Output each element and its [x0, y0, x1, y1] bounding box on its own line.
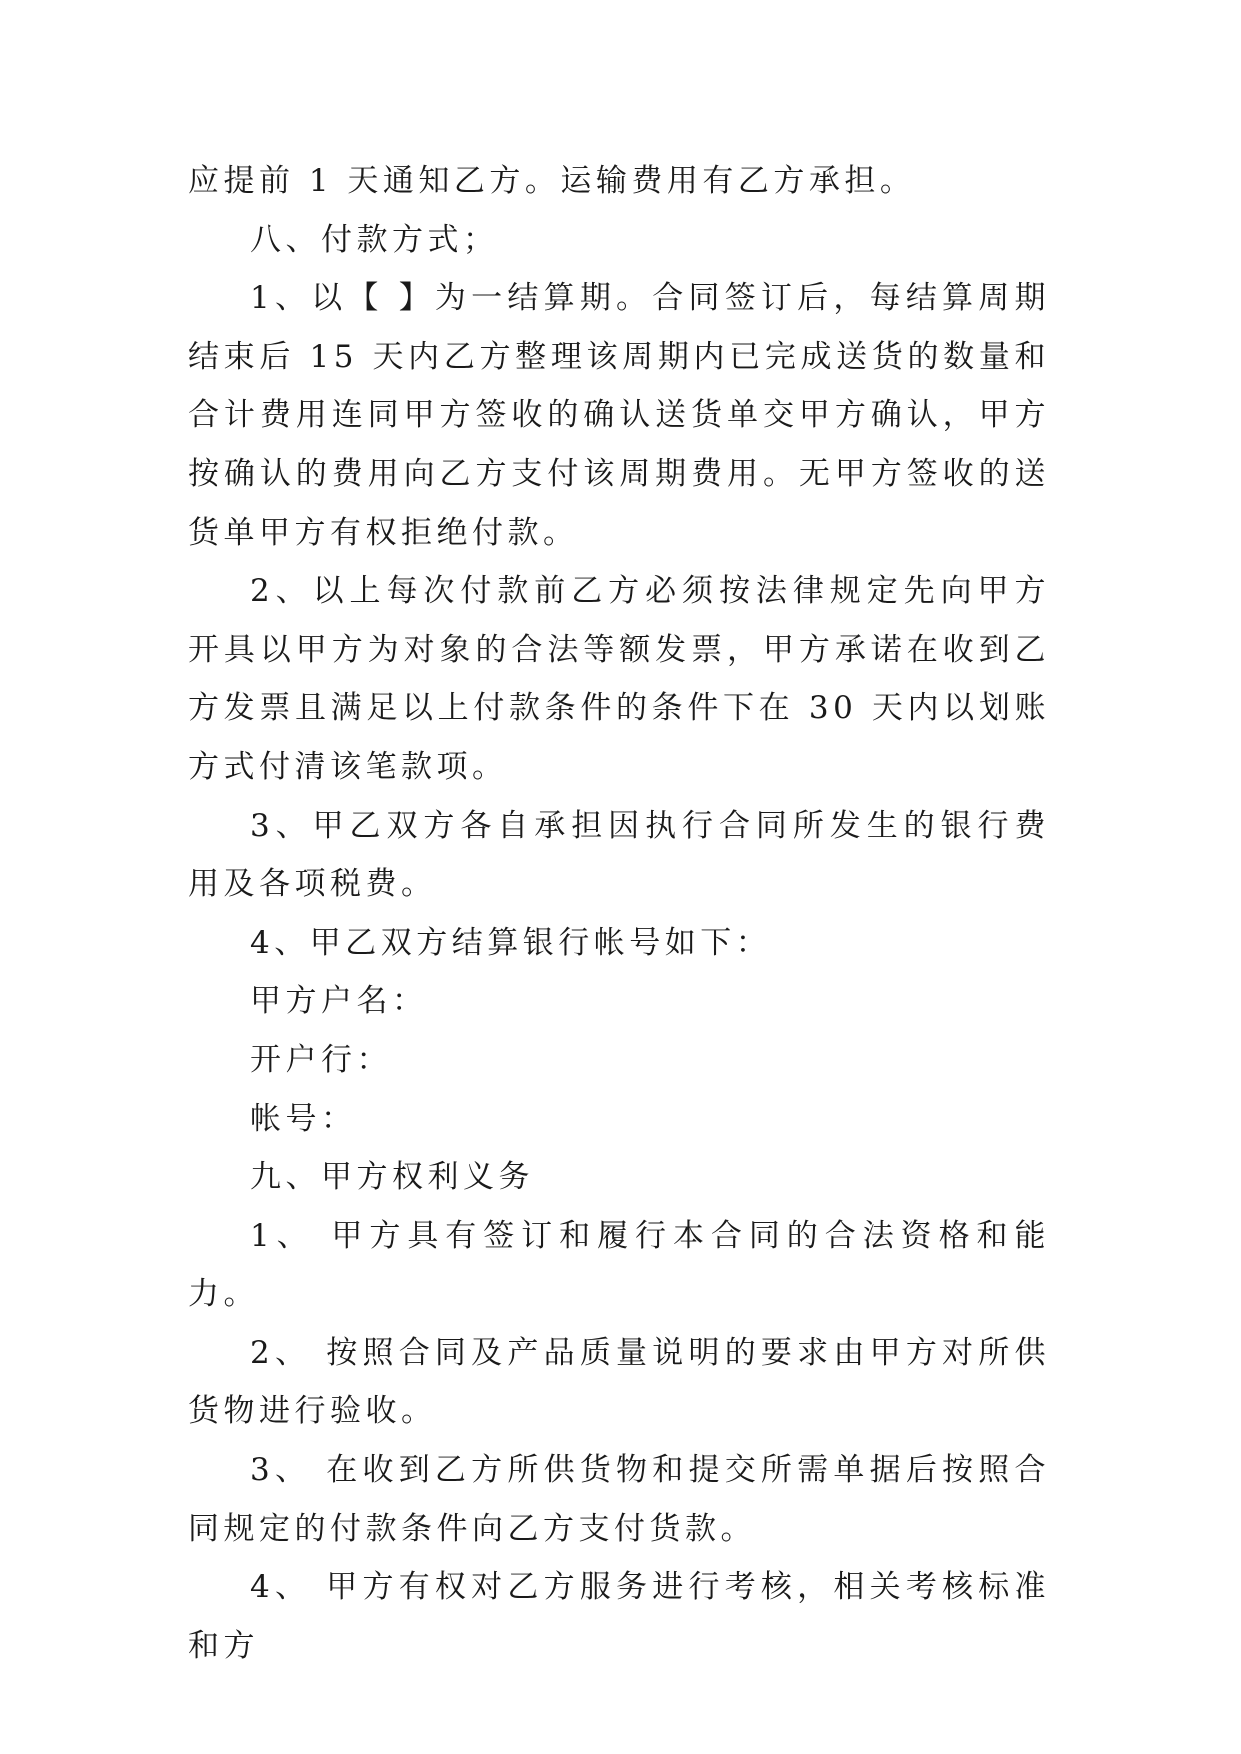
paragraph-party-a-qualification: 1、 甲方具有签订和履行本合同的合法资格和能力。: [188, 1217, 1050, 1313]
document-body: [188, 152, 1050, 1675]
paragraph-payment-obligation: 3、 在收到乙方所供货物和提交所需单据后按照合同规定的付款条件向乙方支付货款。: [188, 1452, 1050, 1547]
paragraph-invoice-requirement: 2、以上每次付款前乙方必须按法律规定先向甲方开具以甲方为对象的合法等额发票，甲方承诺在收到乙方发票且满足以上付款条件的条件下在 30 天内以划账方式付清该笔款项。: [188, 573, 1050, 785]
paragraph-delivery-notice: 应提前 1 天通知乙方。运输费用有乙方承担。: [188, 163, 916, 199]
field-opening-bank: 开户行：: [250, 1041, 392, 1078]
section-heading-payment-method: 八、付款方式；: [250, 221, 499, 258]
paragraph-settlement-period: 1、以【 】为一结算期。合同签订后，每结算周期结束后 15 天内乙方整理该周期内已完成送货的数量和合计费用连同甲方签收的确认送货单交甲方确认，甲方按确认的费用向乙方支付该周期费用。无甲方签收的送货单甲方有权拒绝付款。: [188, 280, 1050, 551]
paragraph-bank-fees: 3、甲乙双方各自承担因执行合同所发生的银行费用及各项税费。: [188, 807, 1050, 903]
paragraph-service-assessment: 4、 甲方有权对乙方服务进行考核，相关考核标准和方: [188, 1569, 1050, 1664]
paragraph-goods-inspection: 2、 按照合同及产品质量说明的要求由甲方对所供货物进行验收。: [188, 1334, 1050, 1430]
field-account-number: 帐号：: [250, 1100, 357, 1137]
field-party-a-account-name: 甲方户名：: [250, 983, 428, 1020]
section-heading-party-a-rights: 九、甲方权利义务: [250, 1159, 534, 1196]
paragraph-bank-accounts: 4、甲乙双方结算银行帐号如下：: [250, 924, 772, 961]
